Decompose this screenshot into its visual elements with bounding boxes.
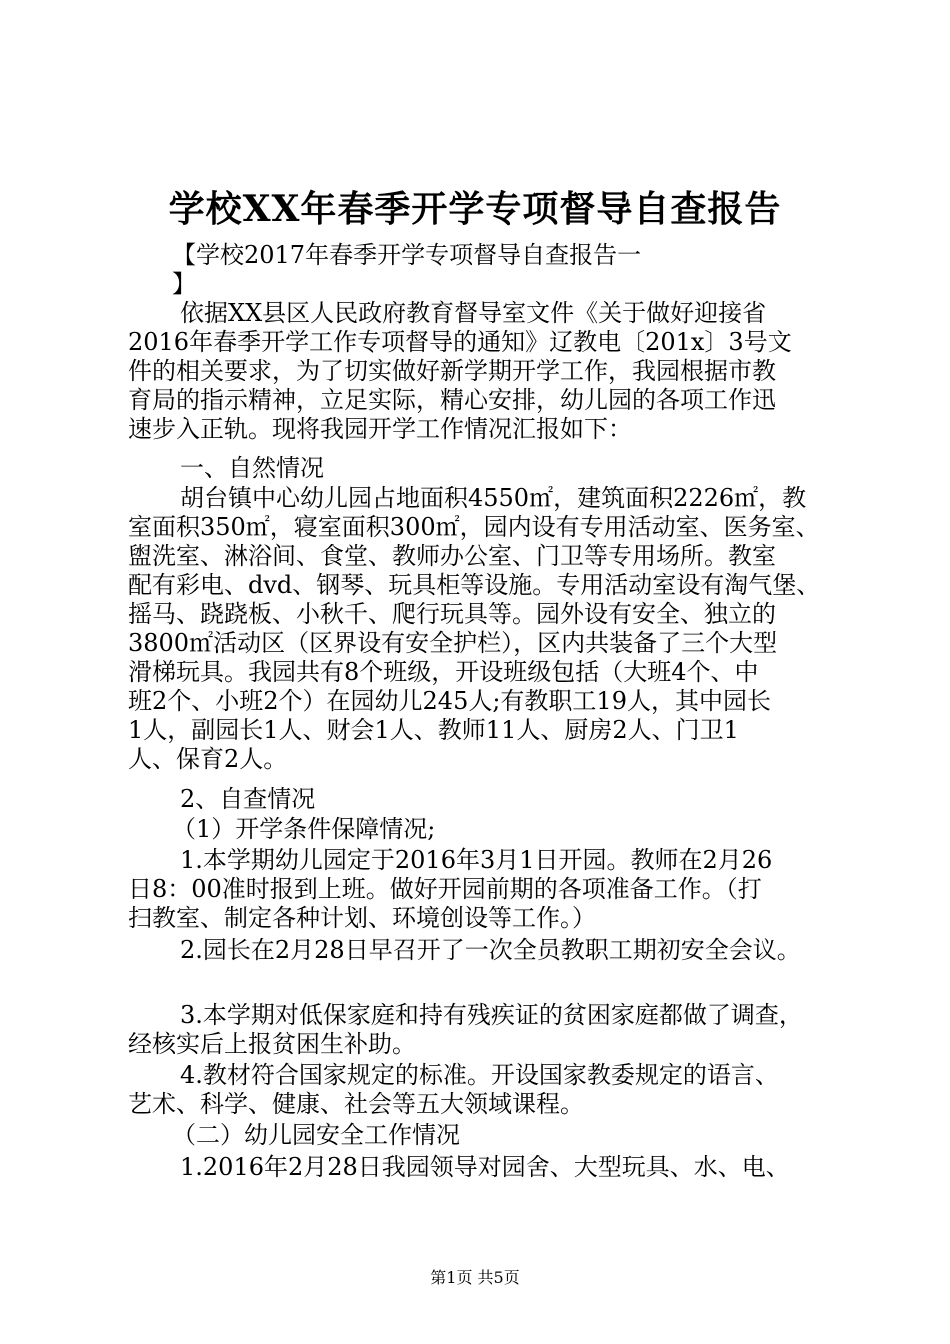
body-line: 依据XX县区人民政府教育督导室文件《关于做好迎接省 [180,299,767,327]
body-line: 班2个、小班2个）在园幼儿245人;有教职工19人，其中园长 [128,687,771,715]
subsection-heading: （二）幼儿园安全工作情况 [172,1121,460,1149]
page-number: 第1页 共5页 [430,1268,520,1287]
body-line: 胡台镇中心幼儿园占地面积4550㎡，建筑面积2226㎡，教 [180,484,807,512]
body-line: 日8：00准时报到上班。做好开园前期的各项准备工作。（打 [128,875,762,903]
body-line: 速步入正轨。现将我园开学工作情况汇报如下： [128,415,632,443]
body-line: 人、保育2人。 [128,745,288,773]
body-line: 艺术、科学、健康、社会等五大领域课程。 [128,1090,584,1118]
subtitle-line: 【学校2017年春季开学专项督导自查报告一 [172,241,642,269]
body-line: 1.2016年2月28日我园领导对园舍、大型玩具、水、电、 [180,1153,790,1181]
body-line: 摇马、跷跷板、小秋千、爬行玩具等。园外设有安全、独立的 [128,600,776,628]
section-heading: 2、自查情况 [180,785,316,813]
body-line: 1人，副园长1人、财会1人、教师11人、厨房2人、门卫1 [128,716,739,744]
subtitle-line: 】 [172,270,196,298]
body-line: 3.本学期对低保家庭和持有残疾证的贫困家庭都做了调查， [180,1001,803,1029]
body-line: 2016年春季开学工作专项督导的通知》辽教电〔201x〕3号文 [128,328,792,356]
section-heading: 一、自然情况 [180,454,324,482]
body-line: 滑梯玩具。我园共有8个班级，开设班级包括（大班4个、中 [128,658,759,686]
body-line: 盥洗室、淋浴间、食堂、教师办公室、门卫等专用场所。教室 [128,542,776,570]
body-line: 2.园长在2月28日早召开了一次全员教职工期初安全会议。 [180,936,801,964]
body-line: 1.本学期幼儿园定于2016年3月1日开园。教师在2月26 [180,846,773,874]
body-line: 扫教室、制定各种计划、环境创设等工作。） [128,904,596,932]
body-line: 配有彩电、dvd、钢琴、玩具柜等设施。专用活动室设有淘气堡、 [128,571,821,599]
document-title: 学校XX年春季开学专项督导自查报告 [168,188,782,230]
body-line: 育局的指示精神，立足实际，精心安排，幼儿园的各项工作迅 [128,386,776,414]
body-line: 室面积350㎡，寝室面积300㎡，园内设有专用活动室、医务室、 [128,513,820,541]
body-line: 3800㎡活动区（区界设有安全护栏），区内共装备了三个大型 [128,629,778,657]
body-line: 经核实后上报贫困生补助。 [128,1030,416,1058]
body-line: 件的相关要求，为了切实做好新学期开学工作，我园根据市教 [128,357,776,385]
body-line: 4.教材符合国家规定的标准。开设国家教委规定的语言、 [180,1061,779,1089]
subsection-heading: （1）开学条件保障情况; [172,815,436,843]
